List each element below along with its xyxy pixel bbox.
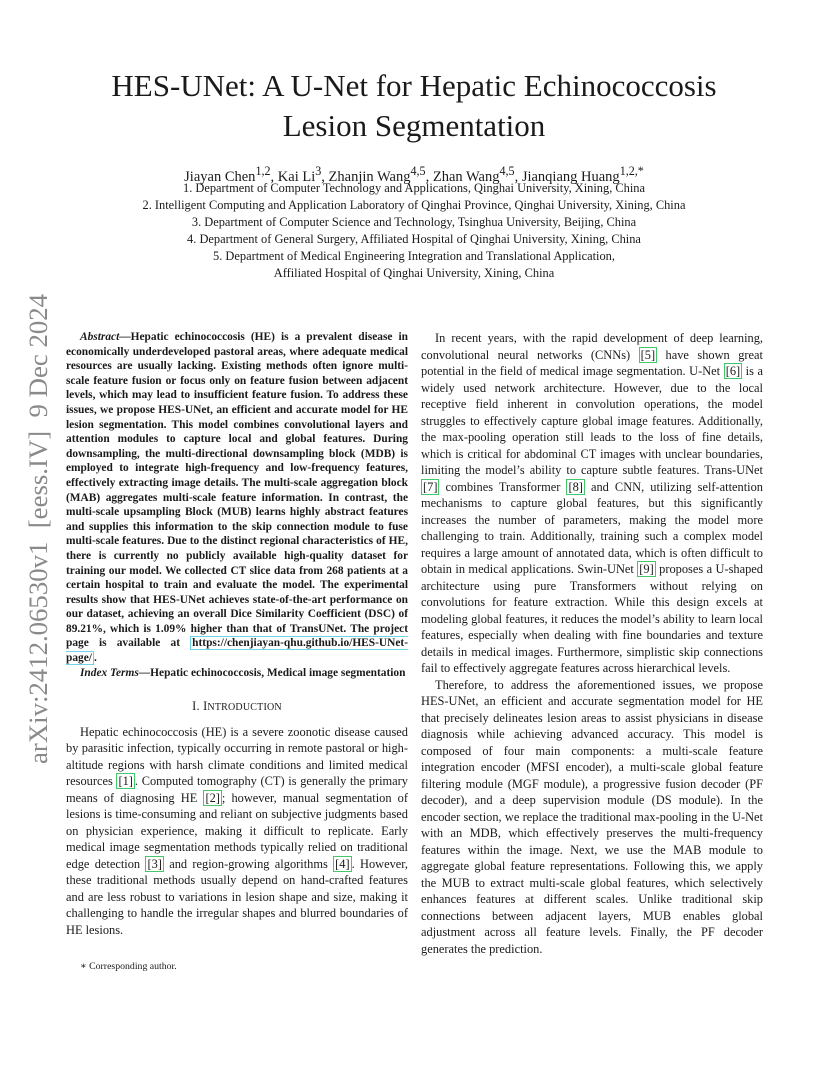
citation-link[interactable]: [1] bbox=[118, 774, 133, 789]
citation-link[interactable]: [6] bbox=[725, 364, 741, 378]
author-affil-sup: 4,5 bbox=[499, 164, 515, 178]
intro-paragraph: In recent years, with the rapid development of deep learning, convolutional neural networks (CNNs) [5] have shown great potential in the field of medical image segmentation. U-Net [6] is a widely used network architecture. However, due to the local receptive field inherent in convolution operations, the model struggles to effectively capture global image features. Additionally, the max-pooling operation still leads to the loss of fine details, which is critical for abdominal CT images with unclear boundaries, limiting the model’s ability to capture subtle features. Trans-UNet [7] combines Transformer [8] and CNN, utilizing self-attention mechanisms to capture global features, but this significantly increases the number of parameters, making the model more challenging to train. Additionally, training such a complex model requires a large amount of annotated data, which is often difficult to obtain in medical applications. Swin-UNet [9] proposes a U-shaped architecture using pure Transformers without relying on convolutions for feature extraction. While this design excels at modeling global features, it reduces the model’s ability to learn local features, especially when dealing with fine boundaries and texture details in medical images. Furthermore, simplistic skip connections fail to effectively aggregate features across hierarchical levels. bbox=[421, 331, 764, 675]
section-heading-introduction: I. INTRODUCTION bbox=[192, 699, 282, 714]
author-affil-sup: 1,2,* bbox=[619, 164, 644, 178]
abstract-text: —Hepatic echinococcosis (HE) is a prevalent disease in economically underdeveloped pastoral areas, where adequate medical resources are usually lacking. Existing methods often ignore multi-scale feature fusion or focus only on feature fusion between adjacent levels, which may lead to insufficient feature fusion. To address these issues, we propose HES-UNet, an efficient and accurate model for HE lesion segmentation. This model combines convolutional layers and attention modules to capture local and global features. During downsampling, the multi-directional downsampling block (MDB) is employed to integrate high-frequency and low-frequency features, effectively extracting image details. The multi-scale aggregation block (MAB) aggregates multi-scale feature information. In contrast, the multi-scale upsampling Block (MUB) learns highly abstract features and supplies this information to the skip connection module to fuse multi-scale features. Due to the distinct regional characteristics of HE, there is currently no publicly available high-quality dataset for training our model. We collected CT slice data from 268 patients at a certain hospital to train and evaluate the model. The experimental results show that HES-UNet achieves state-of-the-art performance on our dataset, achieving an overall Dice Similarity Coefficient (DSC) of 89.21%, which is 1.09% higher than that of TransUNet. The project page is available at bbox=[66, 331, 408, 650]
affiliation-line: Affiliated Hospital of Qinghai University, Xining, China bbox=[273, 266, 555, 280]
index-terms-text: —Hepatic echinococcosis, Medical image segmentation bbox=[138, 666, 406, 679]
author-name: Jianqiang Huang bbox=[521, 168, 620, 185]
arxiv-identifier: arXiv:2412.06530v1 [eess.IV] 9 Dec 2024 bbox=[23, 298, 53, 764]
arxiv-sidebar-stamp bbox=[20, 290, 56, 770]
author-list: Jiayan Chen$^{1,2}$, Kai Li$^3$, Zhanjin Wang$^{4,5}$, Zhan Wang$^{4,5}$, Jianqiang Huang$^{1,2,*}$ bbox=[184, 164, 644, 185]
affiliation-line: 4. Department of General Surgery, Affiliated Hospital of Qinghai University, Xining, China bbox=[187, 232, 641, 246]
author-affil-sup: 3 bbox=[315, 164, 322, 178]
footnote-corresponding-author: ∗ Corresponding author. bbox=[80, 961, 177, 972]
citation-link[interactable]: [3] bbox=[147, 856, 162, 871]
left-column bbox=[66, 330, 408, 938]
title-line-2: Lesion Segmentation bbox=[282, 108, 546, 143]
affiliation-line: 1. Department of Computer Technology and Applications, Qinghai University, Xining, China bbox=[183, 181, 645, 195]
citation-link[interactable]: [4] bbox=[335, 856, 350, 871]
author-name: Zhan Wang bbox=[432, 168, 500, 185]
citation-link[interactable]: [5] bbox=[640, 347, 656, 362]
right-column bbox=[421, 330, 763, 957]
author-name: Zhanjin Wang bbox=[328, 168, 411, 185]
intro-paragraph: Hepatic echinococcosis (HE) is a severe zoonotic disease caused by parasitic infection, typically occurring in remote pastoral or high-altitude regions with harsh climate conditions and limited medical resources [1] . Computed tomography (CT) is generally the primary means of diagnosing HE [2] ; however, manual segmentation of lesions is time-consuming and reliant on subjective judgments based on physician experience, making it difficult to replicate. Early medical image segmentation methods typically relied on traditional edge detection [3] and region-growing algorithms [4] . However, these traditional methods usually depend on hand-crafted features and are less robust to variations in lesion shape and size, making it challenging to handle the irregular shapes and blurred boundaries of HE lesions. bbox=[66, 724, 409, 937]
abstract-label: Abstract bbox=[80, 331, 120, 343]
author-affil-sup: 4,5 bbox=[410, 164, 426, 178]
affiliation-line: 2. Intelligent Computing and Application Laboratory of Qinghai Province, Qinghai University, Xining, China bbox=[142, 198, 686, 212]
affiliation-list bbox=[60, 180, 768, 282]
abstract: Abstract—Hepatic echinococcosis (HE) is a prevalent disease in economically underdeveloped pastoral areas, where adequate medical resources are usually lacking. Existing methods often ignore multi-scale feature fusion or focus only on feature fusion between adjacent levels, which may lead to insufficient feature fusion. To address these issues, we propose HES-UNet, an efficient and accurate model for HE lesion segmentation. This model combines convolutional layers and attention modules to capture local and global features. During downsampling, the multi-directional downsampling block (MDB) is employed to integrate high-frequency and low-frequency features, effectively extracting image details. The multi-scale aggregation block (MAB) aggregates multi-scale feature information. In contrast, the multi-scale upsampling Block (MUB) learns highly abstract features and supplies this information to the skip connection module to fuse multi-scale features. Due to the distinct regional characteristics of HE, there is currently no publicly available high-quality dataset for training our model. We collected CT slice data from 268 patients at a certain hospital to train and evaluate the model. The experimental results show that HES-UNet achieves state-of-the-art performance on our dataset, achieving an overall Dice Similarity Coefficient (DSC) of 89.21%, which is 1.09% higher than that of TransUNet. The project page is available at https://chenjiayan-qhu.github.io/HES-UNet-page/ . bbox=[66, 331, 408, 665]
citation-link[interactable]: [2] bbox=[205, 790, 220, 805]
index-terms-label: Index Terms bbox=[80, 666, 139, 679]
citation-link[interactable]: [8] bbox=[568, 479, 583, 494]
citation-link[interactable]: [9] bbox=[639, 562, 654, 576]
affiliation-line: 5. Department of Medical Engineering Integration and Translational Application, bbox=[213, 249, 615, 263]
author-name: Jiayan Chen bbox=[184, 168, 256, 185]
intro-paragraph: Therefore, to address the aforementioned issues, we propose HES-UNet, an efficient and accurate segmentation model for HE that precisely delineates lesion areas to assist physicians in disease diagnosis while achieving advanced accuracy. This model is composed of four main components: a multi-scale feature integration encoder (MFSI encoder), a multi-scale global feature filtering module (MGF module), a progressive fusion decoder (PF decoder), and a deep supervision module (DS module). In the encoder section, we replace the traditional max-pooling in the U-Net with an MDB, which effectively preserves the multi-frequency features within the image. Next, we use the MAB module to aggregate global feature representations. Following this, we apply the MUB to extract multi-scale global features, which selectively enhances features at different scales. Unlike traditional skip connections between adjacent layers, MUB enables global adjustment across all feature levels. Finally, the PF decoder generates the prediction. bbox=[421, 677, 763, 956]
citation-link[interactable]: [7] bbox=[423, 479, 438, 494]
title-line-1: HES-UNet: A U-Net for Hepatic Echinococcosis bbox=[111, 68, 717, 103]
affiliation-line: 3. Department of Computer Science and Technology, Tsinghua University, Beijing, China bbox=[191, 215, 637, 229]
project-page-link[interactable]: https://chenjiayan-qhu.github.io/HES-UNet-page/ bbox=[66, 637, 408, 665]
paper-title bbox=[60, 66, 768, 146]
author-affil-sup: 1,2 bbox=[255, 164, 271, 178]
author-name: Kai Li bbox=[277, 168, 316, 185]
index-terms bbox=[66, 666, 408, 681]
